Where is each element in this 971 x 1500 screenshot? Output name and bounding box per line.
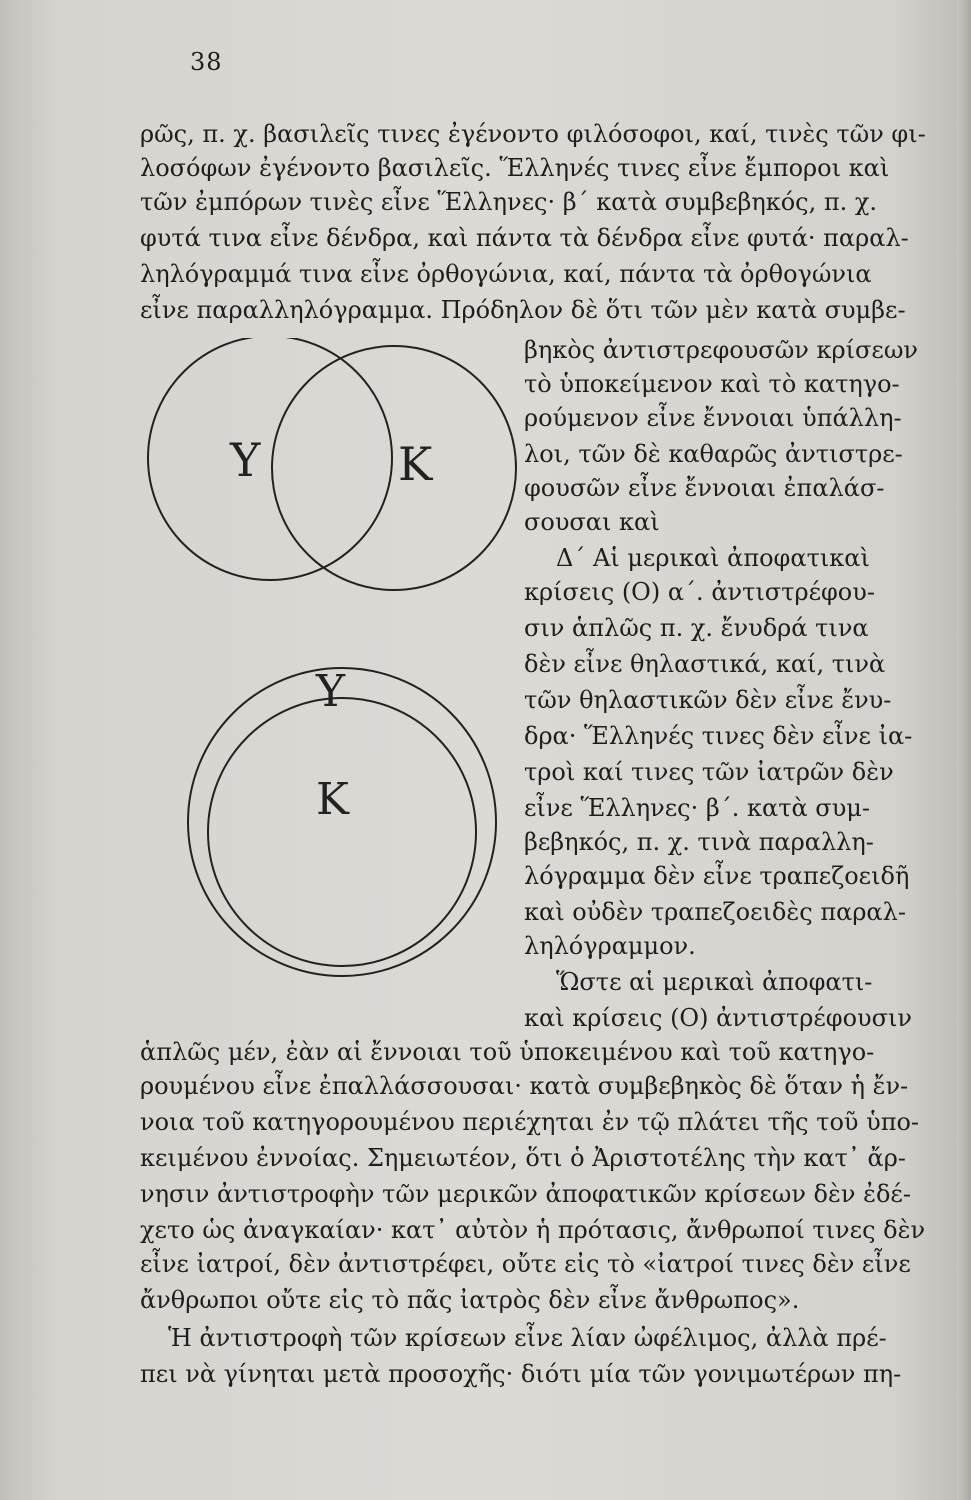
text-line: τροὶ καί τινες τῶν ἰατρῶν δὲν: [524, 758, 894, 786]
text-line: σιν ἁπλῶς π. χ. ἔνυδρά τινα: [524, 614, 869, 642]
section-heading: Δ´ Αἱ μερικαὶ ἀποφατικαὶ: [556, 544, 870, 572]
text-line: ρούμενον εἶνε ἔννοιαι ὑπάλλη-: [524, 404, 902, 432]
text-line: λόγραμμα δὲν εἶνε τραπεζοειδῆ: [524, 862, 910, 890]
text-line: σουσαι καὶ: [524, 508, 660, 536]
text-line: χετο ὡς ἀναγκαίαν· κατ᾽ αὐτὸν ἡ πρότασις, ἄνθρωποί τινες δὲν: [140, 1216, 926, 1244]
text-line: λοσόφων ἐγένοντο βασιλεῖς. Ἕλληνές τινες εἶνε ἔμποροι καὶ: [140, 154, 890, 182]
overlap-circles-diagram: [142, 338, 522, 602]
label-inner: Κ: [316, 774, 349, 825]
text-line: δρα· Ἕλληνές τινες δὲν εἶνε ἰα-: [524, 722, 913, 750]
text-line: τῶν θηλαστικῶν δὲν εἶνε ἔνυ-: [524, 686, 892, 714]
circle-subject: [148, 338, 392, 580]
text-line: ρουμένου εἶνε ἐπαλλάσσουσαι· κατὰ συμβεβηκὸς δὲ ὅταν ἡ ἔν-: [140, 1072, 909, 1100]
text-line: Ὥστε αἱ μερικαὶ ἀποφατι-: [556, 968, 873, 996]
text-line: τῶν ἐμπόρων τινὲς εἶνε Ἕλληνες· β´ κατὰ συμβεβηκός, π. χ.: [140, 188, 878, 216]
nested-circles-diagram: [182, 662, 512, 982]
circle-predicate: [272, 346, 516, 590]
text-line: κειμένου ἐννοίας. Σημειωτέον, ὅτι ὁ Ἀριστοτέλης τὴν κατ᾽ ἄρ-: [140, 1144, 906, 1172]
text-line: εἶνε παραλληλόγραμμα. Πρόδηλον δὲ ὅτι τῶν μὲν κατὰ συμβε-: [140, 296, 906, 324]
text-line: καὶ κρίσεις (Ο) ἀντιστρέφουσιν: [524, 1004, 913, 1032]
text-line: ἁπλῶς μέν, ἐὰν αἱ ἔννοιαι τοῦ ὑποκειμένου καὶ τοῦ κατηγο-: [140, 1038, 875, 1066]
text-line: ληλόγραμμά τινα εἶνε ὀρθογώνια, καί, πάντα τὰ ὀρθογώνια: [140, 260, 872, 288]
text-line: κρίσεις (Ο) α´. ἀντιστρέφου-: [524, 578, 875, 606]
label-subject: Υ: [230, 433, 261, 487]
text-line: ρῶς, π. χ. βασιλεῖς τινες ἐγένοντο φιλόσοφοι, καί, τινὲς τῶν φι-: [140, 120, 926, 148]
text-line: τὸ ὑποκείμενον καὶ τὸ κατηγο-: [524, 370, 900, 398]
label-outer: Υ: [316, 666, 346, 717]
text-line: λοι, τῶν δὲ καθαρῶς ἀντιστρε-: [524, 440, 903, 468]
text-line: εἶνε ἰατροί, δὲν ἀντιστρέφει, οὔτε εἰς τὸ «ἰατροί τινες δὲν εἶνε: [140, 1250, 911, 1278]
text-line: φυτά τινα εἶνε δένδρα, καὶ πάντα τὰ δένδρα εἶνε φυτά· παραλ-: [140, 224, 909, 252]
text-line: βεβηκός, π. χ. τινὰ παραλλη-: [524, 828, 874, 856]
text-line: ληλόγραμμον.: [524, 932, 696, 960]
text-line: νοια τοῦ κατηγορουμένου περιέχηται ἐν τῷ πλάτει τῆς τοῦ ὑπο-: [140, 1108, 920, 1136]
text-line: νησιν ἀντιστροφὴν τῶν μερικῶν ἀποφατικῶν κρίσεων δὲν ἐδέ-: [140, 1180, 911, 1208]
inner-circle: [208, 698, 476, 966]
text-line: καὶ οὐδὲν τραπεζοειδὲς παραλ-: [524, 898, 906, 926]
text-line: εἶνε Ἕλληνες· β´. κατὰ συμ-: [524, 794, 870, 822]
text-line: πει νὰ γίνηται μετὰ προσοχῆς· διότι μία τῶν γονιμωτέρων πη-: [140, 1360, 902, 1388]
page-gutter: [957, 0, 971, 1500]
label-predicate: Κ: [398, 437, 433, 491]
text-line: βηκὸς ἀντιστρεφουσῶν κρίσεων: [524, 336, 918, 364]
text-line: φουσῶν εἶνε ἔννοιαι ἐπαλάσ-: [524, 474, 885, 502]
text-line: Ἡ ἀντιστροφὴ τῶν κρίσεων εἶνε λίαν ὠφέλιμος, ἀλλὰ πρέ-: [168, 1324, 887, 1352]
page-number: 38: [190, 48, 223, 76]
text-line: ἄνθρωποι οὔτε εἰς τὸ πᾶς ἰατρὸς δὲν εἶνε ἄνθρωπος».: [140, 1286, 800, 1314]
text-line: δὲν εἶνε θηλαστικά, καί, τινὰ: [524, 650, 886, 678]
